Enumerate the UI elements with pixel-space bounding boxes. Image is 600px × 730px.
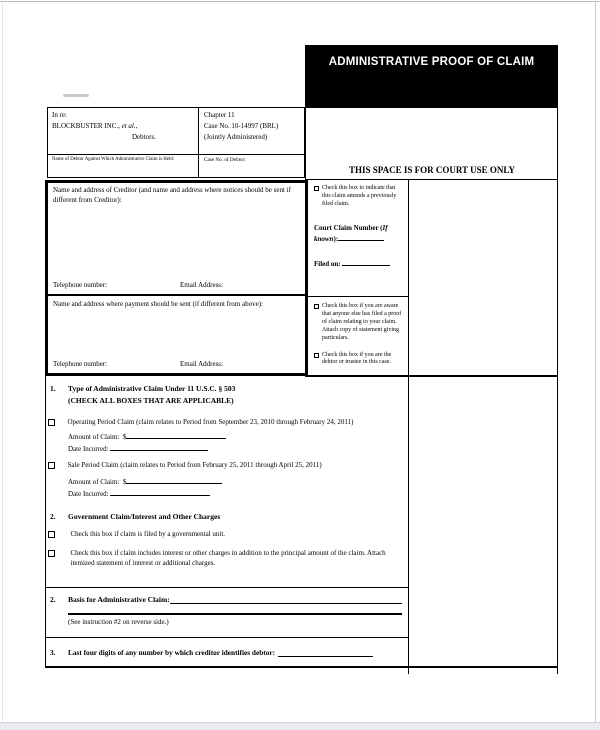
section3-title: Last four digits of any number by which creditor identifies debtor: bbox=[68, 648, 276, 657]
form-title: ADMINISTRATIVE PROOF OF CLAIM bbox=[328, 56, 535, 68]
section3-number: 3. bbox=[50, 648, 56, 657]
telephone-label-2: Telephone number: bbox=[53, 360, 108, 368]
telephone-label-1: Telephone number: bbox=[53, 281, 108, 289]
debtor-name-comma: , bbox=[135, 121, 138, 130]
payment-address-label: Name and address where payment should be sent (if different from above): bbox=[53, 300, 263, 308]
amount-row-1 bbox=[68, 431, 226, 441]
scan-artifact bbox=[63, 94, 89, 97]
checkbox-debtor-trustee[interactable] bbox=[314, 353, 319, 358]
basis-line-2-input[interactable] bbox=[68, 613, 402, 615]
amends-checkbox-label: Check this box to indicate that this claim amends a previously filed claim. bbox=[322, 185, 397, 207]
section-divider-2 bbox=[45, 637, 409, 638]
filed-on-label: Filed on: bbox=[314, 259, 341, 268]
court-use-cell bbox=[305, 108, 558, 180]
vertical-rule-right bbox=[557, 108, 558, 667]
amend-claim-cell bbox=[308, 180, 408, 296]
creditor-address-box[interactable] bbox=[45, 180, 308, 376]
creditor-notice-label: Name and address of Creditor (and name and address where notices should be sent if different from Creditor): bbox=[53, 186, 291, 204]
debtors-label: Debtors. bbox=[132, 132, 156, 141]
amount-row-2 bbox=[68, 476, 222, 486]
checkbox-aware-other-claim[interactable] bbox=[314, 304, 319, 309]
operating-period-item bbox=[48, 418, 353, 426]
basis-instruction-note: (See instruction #2 on reverse side.) bbox=[68, 618, 169, 626]
rule-stub-right bbox=[557, 667, 558, 674]
sale-period-item bbox=[48, 461, 322, 469]
email-label-2: Email Address: bbox=[180, 360, 223, 368]
in-re-cell bbox=[52, 110, 156, 143]
section2-gov-title: Government Claim/Interest and Other Charges bbox=[68, 512, 221, 521]
court-use-label: THIS SPACE IS FOR COURT USE ONLY bbox=[348, 165, 516, 175]
page-top-edge bbox=[0, 1, 600, 2]
creditor-id-digits-input[interactable] bbox=[278, 649, 373, 657]
amount-label-2: Amount of Claim: $ bbox=[68, 478, 127, 486]
jointly-administered: (Jointly Administered) bbox=[204, 132, 268, 141]
section1-title: Type of Administrative Claim Under 11 U.S.C. § 503 bbox=[68, 384, 236, 393]
in-re-label: In re: bbox=[52, 111, 67, 119]
court-claim-number-row bbox=[314, 223, 403, 245]
checkbox-amends-claim[interactable] bbox=[314, 186, 319, 191]
amount-of-claim-2-input[interactable] bbox=[126, 476, 222, 484]
chapter-label: Chapter 11 bbox=[204, 111, 235, 119]
basis-title: Basis for Administrative Claim: bbox=[68, 595, 170, 604]
interest-charges-label: Check this box if claim includes interest or other charges in addition to the principal amount of the claim. Attach itemized statement of interest or additional charges. bbox=[70, 549, 386, 567]
date-incurred-2-input[interactable] bbox=[110, 488, 210, 496]
section2-gov-number: 2. bbox=[50, 512, 56, 521]
creditor-box-divider bbox=[48, 294, 305, 296]
debtor-case-no-label: Case No. of Debtor: bbox=[204, 157, 246, 163]
basis-number: 2. bbox=[50, 595, 56, 604]
section1-heading bbox=[50, 384, 235, 393]
governmental-unit-label: Check this box if claim is filed by a governmental unit. bbox=[70, 530, 226, 538]
section1-number: 1. bbox=[50, 384, 56, 393]
form-bottom-rule bbox=[45, 666, 558, 668]
et-al: et al. bbox=[121, 121, 136, 130]
court-claim-number-label: Court Claim Number ( bbox=[314, 223, 383, 232]
section2-gov-heading bbox=[50, 512, 220, 521]
date-incurred-1-input[interactable] bbox=[110, 443, 208, 451]
checkbox-governmental-unit[interactable] bbox=[48, 531, 55, 538]
date-row-2 bbox=[68, 488, 210, 498]
caption-column-divider bbox=[198, 108, 199, 177]
operating-period-label: Operating Period Claim (claim relates to Period from September 23, 2010 through February 24, 2011) bbox=[67, 418, 354, 426]
governmental-unit-item bbox=[48, 530, 225, 538]
date-row-1 bbox=[68, 443, 208, 453]
vertical-rule-middle bbox=[408, 180, 409, 667]
date-label-2: Date Incurred: bbox=[68, 490, 109, 498]
interest-charges-item bbox=[48, 549, 403, 569]
amount-label-1: Amount of Claim: $ bbox=[68, 433, 127, 441]
debtor-held-label: Name of Debtor Against Which Administrative Claim is Held: bbox=[52, 157, 175, 162]
basis-line-1-input[interactable] bbox=[170, 596, 402, 604]
filed-on-input[interactable] bbox=[342, 258, 390, 266]
rule-stub-middle bbox=[408, 667, 409, 674]
court-claim-number-colon: ): bbox=[333, 235, 339, 244]
vertical-rule-left bbox=[45, 376, 46, 666]
claim-title-banner bbox=[305, 45, 558, 108]
other-claims-cell bbox=[308, 297, 408, 375]
date-label-1: Date Incurred: bbox=[68, 445, 109, 453]
basis-heading bbox=[50, 595, 402, 604]
aware-checkbox-label: Check this box if you are aware that anyone else has filed a proof of claim relating to your claim. Attach copy of statement giving particulars. bbox=[322, 303, 402, 341]
amount-of-claim-1-input[interactable] bbox=[126, 431, 226, 439]
case-number: Case No. 10-14997 (BRL) bbox=[204, 121, 279, 130]
debtor-trustee-label: Check this box if you are the debtor or trustee in this case. bbox=[322, 351, 392, 366]
if-known-label: If known bbox=[314, 223, 388, 244]
section3-heading bbox=[50, 648, 373, 657]
email-label-1: Email Address: bbox=[180, 281, 223, 289]
section-divider-1 bbox=[45, 587, 409, 588]
checkbox-interest-charges[interactable] bbox=[48, 550, 55, 557]
checkbox-sale-period[interactable] bbox=[48, 462, 55, 469]
page-bottom-strip bbox=[0, 722, 600, 730]
chapter-cell bbox=[204, 110, 278, 143]
debtor-name: BLOCKBUSTER INC., bbox=[52, 121, 122, 130]
case-caption-table bbox=[47, 107, 305, 178]
filed-on-row bbox=[314, 258, 403, 269]
court-claim-number-input[interactable] bbox=[338, 233, 384, 241]
page-left-edge bbox=[2, 2, 3, 722]
sale-period-label: Sale Period Claim (claim relates to Period from February 25, 2011 through April 25, 2011) bbox=[67, 461, 322, 469]
horizontal-rule-mid bbox=[305, 375, 558, 377]
caption-row-divider bbox=[48, 154, 304, 155]
checkbox-operating-period[interactable] bbox=[48, 419, 55, 426]
section1-subtitle: (CHECK ALL BOXES THAT ARE APPLICABLE) bbox=[68, 396, 234, 405]
page-right-edge bbox=[595, 2, 596, 723]
